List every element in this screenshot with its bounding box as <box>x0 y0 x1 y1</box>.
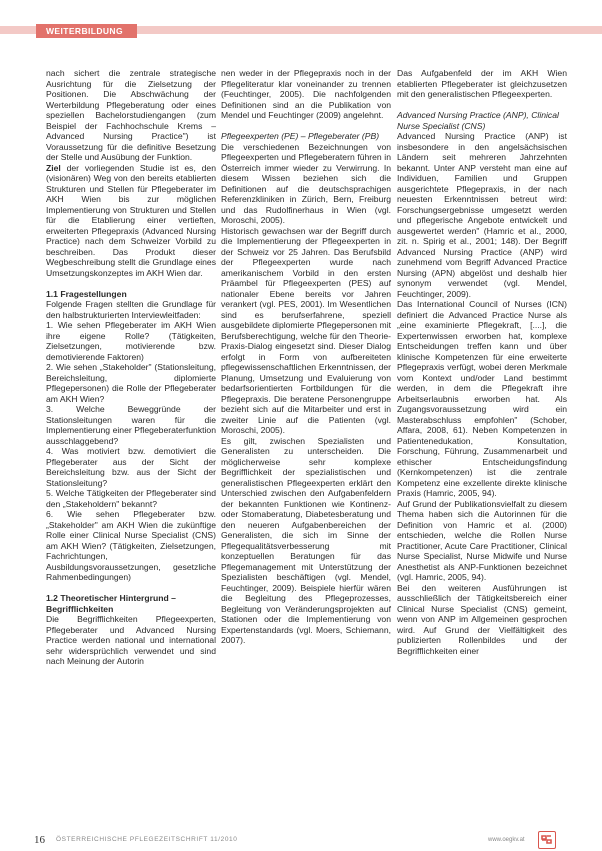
section-label: WEITERBILDUNG <box>36 24 137 38</box>
paragraph: Historisch gewachsen war der Begriff durch die Implementierung der Pflegeexperten in der Schweiz vor 25 Jahren. Das Berufsbild der Pflegeexperten wurde nach amerikanischem Vorbild in den ersten Präambel für Pflegeexperten (PES) auf nationaler Ebene bereits vor Jahren verankert (vgl. PES, 2001). Im Wesentlichen sind es berufserfahrene, speziell ausgebildete diplomierte Pflegepersonen mit Berufsberechtigung, welche für den Theorie-Praxis-Dialog eingesetzt sind. Dieser Dialog erfolgt in Form von aufbereiteten pflegewissenschaftlichen Erkenntnissen, der Planung, Umsetzung und Evaluierung von bedarfsorientierten Fortbildungen für die Pflegepraxis. Die beratene Personengruppe bezieht sich auf die Mitarbeiter und erst in zweiter Linie auf die Patienten (vgl. Moroschi, 2005). <box>221 225 391 435</box>
question-item: 4. Was motiviert bzw. demotiviert die Pflegeberater aus der Sicht der Bereichsleitung bzw. aus der Sicht der Stationsleitung? <box>46 446 216 488</box>
journal-title: ÖSTERREICHISCHE PFLEGEZEITSCHRIFT 11/2010 <box>56 836 238 843</box>
subheading: Pflegeexperten (PE) – Pflegeberater (PB) <box>221 131 380 141</box>
text-column-2 <box>221 68 391 646</box>
question-item: 2. Wie sehen „Stakeholder" (Stationsleitung, Bereichsleitung, diplomierte Pflegepersonen) die Rolle der Pflegeberater am AKH Wien? <box>46 362 216 404</box>
question-item: 1. Wie sehen Pflegeberater im AKH Wien ihre eigene Rolle? (Tätigkeiten, Zielsetzungen, motivierende bzw. demotivierende Faktoren) <box>46 320 216 362</box>
section-heading: 1.1 Fragestellungen <box>46 288 127 299</box>
section-heading: 1.2 Theoretischer Hintergrund – Begrifflichkeiten <box>46 593 176 614</box>
website-link[interactable]: www.oegkv.at <box>488 837 525 843</box>
lead-word: Ziel <box>46 162 61 173</box>
paragraph: nen weder in der Pflegepraxis noch in der Pflegeliteratur klar voneinander zu trennen (Feuchtinger, 2005). Die nachfolgenden Definitionen sind an die Publikation von Mendel und Feuchtinger (2009) angelehnt. <box>221 68 391 120</box>
paragraph: Bei den weiteren Ausführungen ist ausschließlich der Tätigkeitsbereich einer Clinical Nurse Specialist (CNS) gemeint, wenn von ANP im Allgemeinen gesprochen wird. Auf Grund der Vielfältigkeit des publizierten Rollenbildes und der Begrifflichkeiten einer <box>397 582 567 656</box>
paragraph: Advanced Nursing Practice (ANP) ist insbesondere in den angelsächsischen Ländern seit mehreren Jahrzehnten bekannt. Unter ANP versteht man eine auf Individuen, Familien und Gruppen ausgerichtete Pflegepraxis, in der nach neuesten Erkenntnissen betreut wird: Forschungsergebnisse umgesetzt werden und pflegerische Angebote entwickelt und ausgewertet werden" (Hamric et al., 2000, zit. n. Spirig et al., 2001; 148). Der Begriff Advanced Nursing Practice (ANP) wird zunehmend vom Begriff Advanced Practice Nursing (APN) abgelöst und deshalb hier synonym verwendet (vgl. Mendel, Feuchtinger, 2009). <box>397 131 567 299</box>
oegkv-logo-icon <box>538 831 556 849</box>
page-footer <box>0 834 602 848</box>
paragraph: Die Begrifflichkeiten Pflegeexperten, Pflegeberater und Advanced Nursing Practice werden national und international sehr widersprüchlich verwendet und sind nach Meinung der Autorin <box>46 614 216 666</box>
paragraph: Auf Grund der Publikationsvielfalt zu diesem Thema haben sich die Autorinnen für die Definition von Hamric et al. (2000) entschieden, welche die Rollen Nurse Practitioner, Acute Care Practitioner, Clinical Nurse Specialist, Nurse Midwife und Nurse Anesthetist als ANP-Funktionen bezeichnet (vgl. Hamric, 2005, 94). <box>397 498 567 582</box>
paragraph <box>46 163 216 279</box>
subheading: Advanced Nursing Practice (ANP), Clinical Nurse Specialist (CNS) <box>397 110 559 131</box>
paragraph: Es gilt, zwischen Spezialisten und Generalisten zu unterscheiden. Die möglicherweise sehr komplexe Begrifflichkeit der spezialistischen und generalistischen Pflegeexperten erklärt den Unterschied zwischen den Aufgabenfeldern der bekannten Funktionen wie Kontinenz- oder Stomaberatung, Diabetesberatung und den neueren Aufgabenbereichen der Generalisten, die sich im Sinne der Pflegequalitätsverbesserung mit konzeptuellen Beratungen für das Pflegemanagement mit Unterstützung der Spezialisten beschäftigen (vgl. Mendel, Feuchtinger, 2009). Beispiele hierfür wären die Begleitung des Pflegeprozesses, Begleitung von Veränderungsprojekten auf Stationen oder die Implementierung von Expertenstandards (vgl. Moers, Schiemann, 2007). <box>221 435 391 645</box>
question-item: 3. Welche Beweggründe der Stationsleitungen waren für die Implementierung einer Pflegeberaterfunktion ausschlaggebend? <box>46 404 216 446</box>
paragraph: Folgende Fragen stellten die Grundlage für den halbstrukturierten Interviewleitfaden: <box>46 299 216 320</box>
text-column-1 <box>46 68 216 667</box>
text-column-3 <box>397 68 567 656</box>
paragraph: Die verschiedenen Bezeichnungen von Pflegeexperten und Pflegeberatern führen in Österreich immer wieder zu Verwirrung. In diesem Wissen beziehen sich die Definitionen auf die deutschsprachigen Referenzkliniken in Zürich, Bern, Freiburg und das Rudolfinerhaus in Wien (vgl. Moroschi, 2005). <box>221 141 391 225</box>
page-number: 16 <box>34 834 45 846</box>
question-item: 5. Welche Tätigkeiten der Pflegeberater sind den „Stakeholdern" bekannt? <box>46 488 216 509</box>
question-item: 6. Wie sehen Pflegeberater bzw. „Stakeholder" am AKH Wien die zukünftige Rolle einer Clinical Nurse Specialist (CNS) am AKH Wien? (Tätigkeiten, Zielsetzungen, Fachrichtungen, Ausbildungsvoraussetzungen, gesetzliche Rahmenbedingungen) <box>46 509 216 582</box>
paragraph: nach sichert die zentrale strategische Ausrichtung für die Zielsetzung der Positionen. Die Abschwächung der Werterbildung Pflegeberatung oder eines speziellen Bachelorstudiengangen (zum Beispiel der Fachhochschule Krems – Advanced Nursing Practice") ist Voraussetzung für die definitive Besetzung der Stelle und Ausübung der Funktion. <box>46 68 216 162</box>
paragraph: Das Aufgabenfeld der im AKH Wien etablierten Pflegeberater ist gleichzusetzen mit den generalistischen Pflegeexperten. <box>397 68 567 99</box>
paragraph-text: der vorliegenden Studie ist es, den (visionären) Weg von den bereits etablierten Strukturen und Stellen für Pflegeberater im AKH Wien bis zur möglichen Implementierung von Strukturen und Stellen für die Etablierung einer vertieften, erweiterten Pflegepraxis (Advanced Nursing Practice) nach dem Schweizer Vorbild zu beschreiben. Das Produkt dieser Wegbeschreibung stellt die Grundlage eines Umsetzungskonzeptes im AKH Wien dar. <box>46 162 216 278</box>
paragraph: Das International Council of Nurses (ICN) definiert die Advanced Practice Nurse als „eine examinierte Pflegekraft, [....], die Expertenwissen erworben hat, komplexe Entscheidungen treffen kann und über klinische Kompetenzen für eine erweiterte Pflegepraxis verfügt, wobei deren Merkmale vom Kontext und/oder Land bestimmt werden, in dem die Pflegekraft ihre Arbeitserlaubnis erworben hat. Als Zugangsvoraussetzung wird ein Masterabschluss empfohlen" (Schober, Affara, 2008, 61). Neben Kompetenzen in Patientenedukation, Konsultation, Forschung, Führung, Zusammenarbeit und ethischer Entscheidungsfindung (Kernkompetenzen) ist die zentrale Kompetenz eine exzellente direkte klinische Praxis (Hamric, 2005, 94). <box>397 299 567 498</box>
